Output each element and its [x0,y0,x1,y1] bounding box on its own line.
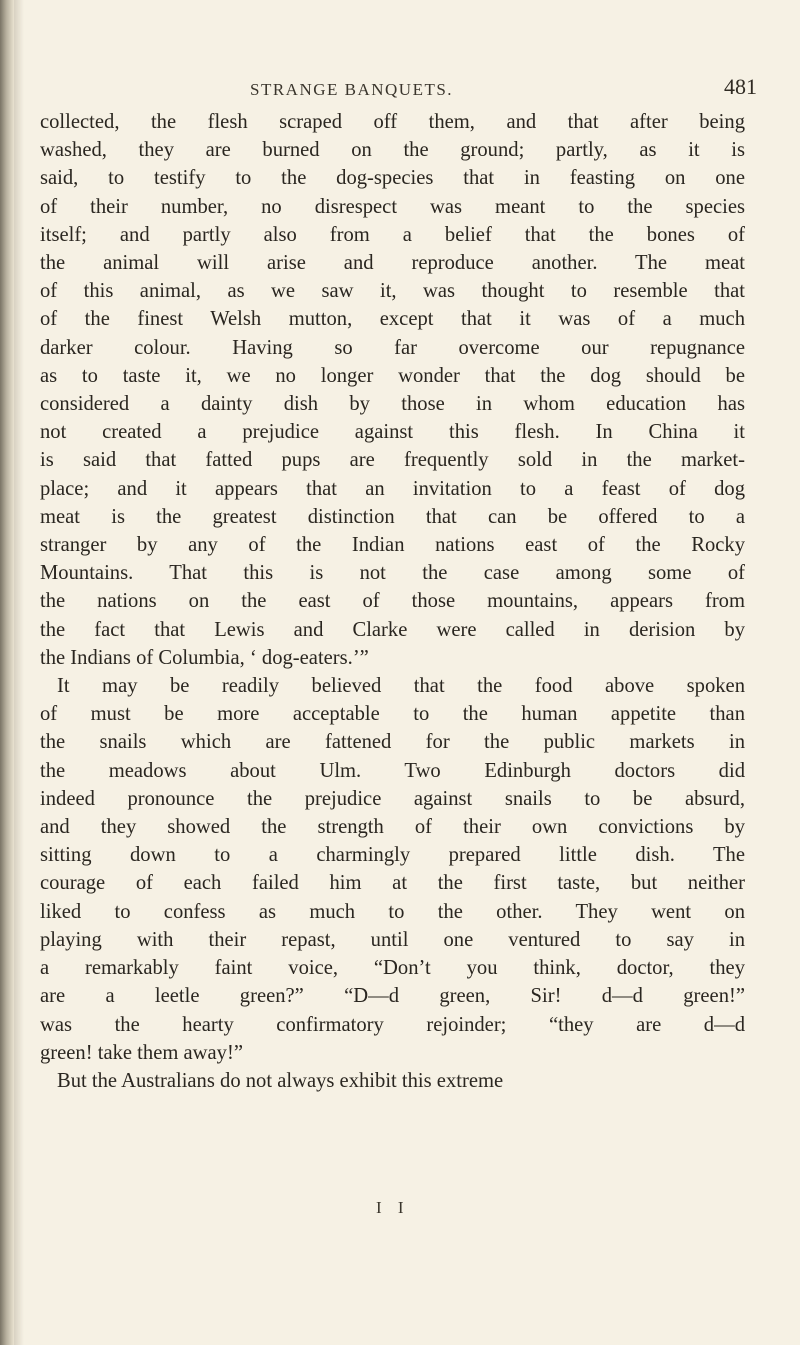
text-line: washed, they are burned on the ground; partly, as it is [40,139,745,162]
page-binding-gradient [14,0,24,1345]
text-line: the meadows about Ulm. Two Edinburgh doctors did [40,759,745,782]
text-line: the nations on the east of those mountains, appears from [40,590,745,613]
page-binding-edge [0,0,14,1345]
text-line: of their number, no disrespect was meant to the species [40,195,745,218]
text-line: stranger by any of the Indian nations east of the Rocky [40,534,745,557]
text-line: said, to testify to the dog-species that in feasting on one [40,167,745,190]
page-number: 481 [724,74,757,99]
body-text [40,108,745,1095]
text-line: playing with their repast, until one ventured to say in [40,928,745,951]
signature-mark: I I [376,1198,410,1217]
text-line: sitting down to a charmingly prepared little dish. The [40,844,745,867]
text-line: of the finest Welsh mutton, except that it was of a much [40,308,745,331]
text-line: meat is the greatest distinction that can be offered to a [40,505,745,528]
text-line: was the hearty confirmatory rejoinder; “they are d—d [40,1013,745,1036]
text-line: a remarkably faint voice, “Don’t you think, doctor, they [40,957,745,980]
text-line: of this animal, as we saw it, was thought to resemble that [40,280,745,303]
text-line: Mountains. That this is not the case among some of [40,562,745,585]
text-line: itself; and partly also from a belief that the bones of [40,223,745,246]
text-line: are a leetle green?” “D—d green, Sir! d—d green!” [40,985,745,1008]
paragraph-start-line: It may be readily believed that the food above spoken [57,675,745,698]
text-line: the animal will arise and reproduce another. The meat [40,252,745,275]
text-line: the snails which are fattened for the public markets in [40,731,745,754]
text-line: of must be more acceptable to the human appetite than [40,703,745,726]
text-line: courage of each failed him at the first taste, but neither [40,872,745,895]
text-line: the fact that Lewis and Clarke were called in derision by [40,618,745,641]
paragraph-start-line: But the Australians do not always exhibit this extreme [57,1069,504,1092]
paragraph-end-line: green! take them away!” [40,1041,243,1064]
text-line: considered a dainty dish by those in whom education has [40,393,745,416]
text-line: and they showed the strength of their own convictions by [40,816,745,839]
text-line: darker colour. Having so far overcome our repugnance [40,336,745,359]
text-line: not created a prejudice against this flesh. In China it [40,421,745,444]
text-line: indeed pronounce the prejudice against snails to be absurd, [40,787,745,810]
text-line: liked to confess as much to the other. They went on [40,900,745,923]
text-line: collected, the flesh scraped off them, and that after being [40,111,745,133]
text-line: is said that fatted pups are frequently sold in the market- [40,449,745,472]
text-line: as to taste it, we no longer wonder that the dog should be [40,364,745,387]
text-line: place; and it appears that an invitation to a feast of dog [40,477,745,500]
running-title: STRANGE BANQUETS. [250,80,454,99]
paragraph-end-line: the Indians of Columbia, ‘ dog-eaters.’” [40,646,369,669]
